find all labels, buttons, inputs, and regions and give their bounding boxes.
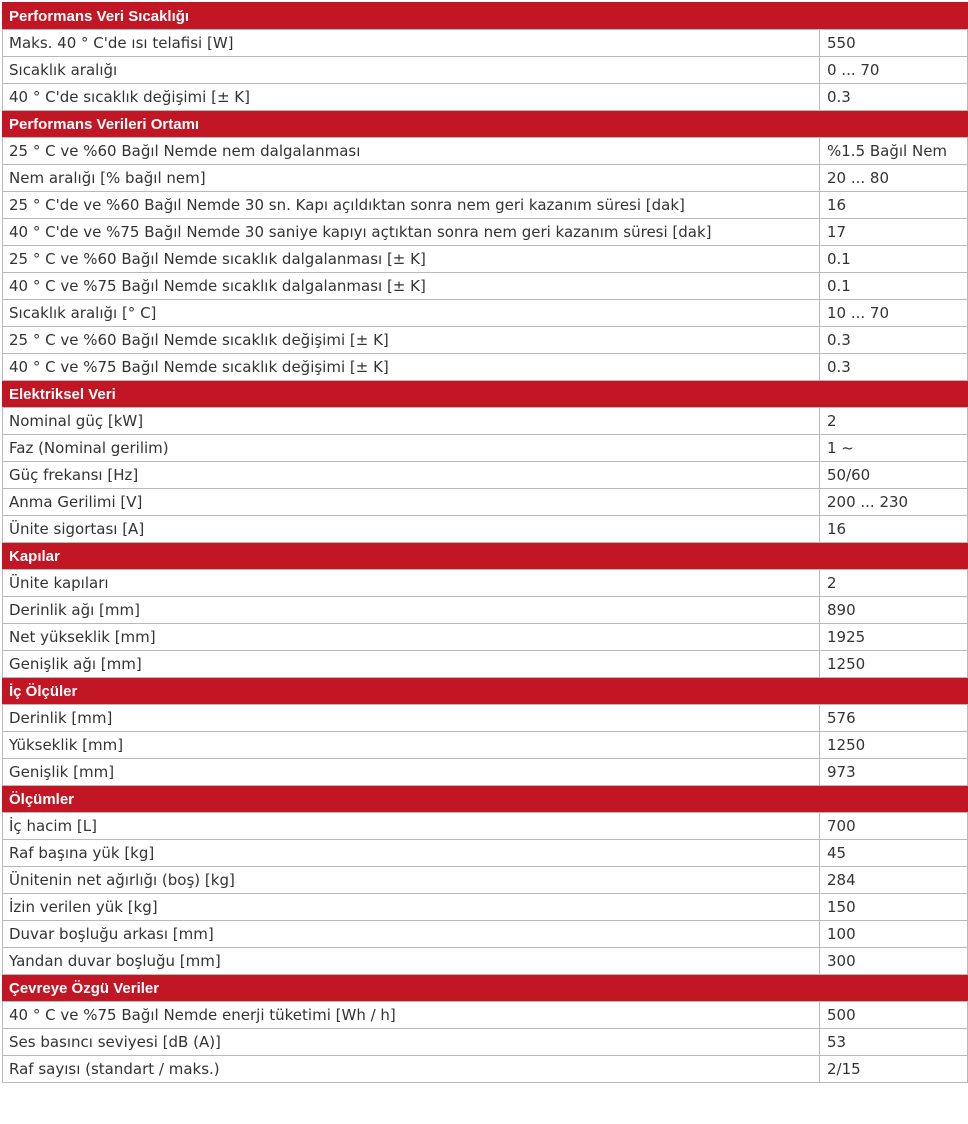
row-label: Ünite kapıları (3, 570, 820, 597)
row-label: Genişlik ağı [mm] (3, 651, 820, 678)
row-label: Raf sayısı (standart / maks.) (3, 1056, 820, 1083)
row-value: %1.5 Bağıl Nem (820, 138, 968, 165)
row-label: Ünitenin net ağırlığı (boş) [kg] (3, 867, 820, 894)
row-label: Derinlik [mm] (3, 705, 820, 732)
section-title: Ölçümler (3, 786, 968, 813)
table-row (3, 651, 968, 678)
row-value: 200 ... 230 (820, 489, 968, 516)
table-row (3, 1002, 968, 1029)
table-row (3, 813, 968, 840)
row-value: 550 (820, 30, 968, 57)
row-label: 40 ° C'de sıcaklık değişimi [± K] (3, 84, 820, 111)
row-label: 40 ° C ve %75 Bağıl Nemde enerji tüketimi [Wh / h] (3, 1002, 820, 1029)
table-row (3, 867, 968, 894)
table-row (3, 219, 968, 246)
section-title: Performans Verileri Ortamı (3, 111, 968, 138)
row-label: İç hacim [L] (3, 813, 820, 840)
row-value: 1925 (820, 624, 968, 651)
row-value: 20 ... 80 (820, 165, 968, 192)
row-label: Duvar boşluğu arkası [mm] (3, 921, 820, 948)
table-row (3, 246, 968, 273)
row-value: 2/15 (820, 1056, 968, 1083)
row-label: Derinlik ağı [mm] (3, 597, 820, 624)
table-row (3, 921, 968, 948)
table-row (3, 489, 968, 516)
table-row (3, 30, 968, 57)
table-row (3, 138, 968, 165)
section-title: Performans Veri Sıcaklığı (3, 3, 968, 30)
row-label: Genişlik [mm] (3, 759, 820, 786)
row-value: 1 ~ (820, 435, 968, 462)
spec-table (2, 2, 968, 1083)
section-title: Elektriksel Veri (3, 381, 968, 408)
row-value: 500 (820, 1002, 968, 1029)
table-row (3, 165, 968, 192)
table-row (3, 759, 968, 786)
row-label: 25 ° C ve %60 Bağıl Nemde sıcaklık değişimi [± K] (3, 327, 820, 354)
row-value: 890 (820, 597, 968, 624)
section-title: İç Ölçüler (3, 678, 968, 705)
row-label: 40 ° C'de ve %75 Bağıl Nemde 30 saniye kapıyı açtıktan sonra nem geri kazanım süresi [dak] (3, 219, 820, 246)
row-value: 16 (820, 516, 968, 543)
section-title: Kapılar (3, 543, 968, 570)
table-row (3, 894, 968, 921)
row-label: Ses basıncı seviyesi [dB (A)] (3, 1029, 820, 1056)
row-label: İzin verilen yük [kg] (3, 894, 820, 921)
table-row (3, 597, 968, 624)
row-label: 25 ° C ve %60 Bağıl Nemde nem dalgalanması (3, 138, 820, 165)
row-value: 10 ... 70 (820, 300, 968, 327)
row-value: 1250 (820, 732, 968, 759)
spec-table-body (3, 3, 968, 1083)
row-value: 2 (820, 408, 968, 435)
table-row (3, 192, 968, 219)
row-label: Nominal güç [kW] (3, 408, 820, 435)
row-label: Sıcaklık aralığı [° C] (3, 300, 820, 327)
row-value: 0.3 (820, 327, 968, 354)
table-row (3, 1029, 968, 1056)
row-label: 25 ° C ve %60 Bağıl Nemde sıcaklık dalgalanması [± K] (3, 246, 820, 273)
table-row (3, 408, 968, 435)
table-row (3, 516, 968, 543)
row-label: Güç frekansı [Hz] (3, 462, 820, 489)
table-row (3, 705, 968, 732)
row-value: 284 (820, 867, 968, 894)
table-row (3, 84, 968, 111)
table-row (3, 435, 968, 462)
row-label: Ünite sigortası [A] (3, 516, 820, 543)
row-label: Yandan duvar boşluğu [mm] (3, 948, 820, 975)
row-value: 1250 (820, 651, 968, 678)
row-value: 50/60 (820, 462, 968, 489)
table-row (3, 327, 968, 354)
row-value: 0.1 (820, 273, 968, 300)
section-header-row (3, 381, 968, 408)
row-value: 0.3 (820, 354, 968, 381)
section-header-row (3, 3, 968, 30)
row-label: Net yükseklik [mm] (3, 624, 820, 651)
section-header-row (3, 111, 968, 138)
section-header-row (3, 975, 968, 1002)
table-row (3, 300, 968, 327)
table-row (3, 462, 968, 489)
row-label: 25 ° C'de ve %60 Bağıl Nemde 30 sn. Kapı açıldıktan sonra nem geri kazanım süresi [dak] (3, 192, 820, 219)
row-label: Sıcaklık aralığı (3, 57, 820, 84)
row-value: 0 ... 70 (820, 57, 968, 84)
table-row (3, 57, 968, 84)
table-row (3, 354, 968, 381)
row-label: Anma Gerilimi [V] (3, 489, 820, 516)
section-header-row (3, 678, 968, 705)
row-value: 17 (820, 219, 968, 246)
row-label: Maks. 40 ° C'de ısı telafisi [W] (3, 30, 820, 57)
row-label: 40 ° C ve %75 Bağıl Nemde sıcaklık değişimi [± K] (3, 354, 820, 381)
section-header-row (3, 786, 968, 813)
row-label: Raf başına yük [kg] (3, 840, 820, 867)
row-value: 0.3 (820, 84, 968, 111)
table-row (3, 840, 968, 867)
row-value: 2 (820, 570, 968, 597)
table-row (3, 948, 968, 975)
row-value: 700 (820, 813, 968, 840)
row-label: Nem aralığı [% bağıl nem] (3, 165, 820, 192)
row-label: Faz (Nominal gerilim) (3, 435, 820, 462)
table-row (3, 1056, 968, 1083)
row-label: Yükseklik [mm] (3, 732, 820, 759)
row-value: 45 (820, 840, 968, 867)
table-row (3, 570, 968, 597)
row-value: 973 (820, 759, 968, 786)
table-row (3, 273, 968, 300)
row-value: 100 (820, 921, 968, 948)
section-header-row (3, 543, 968, 570)
row-value: 53 (820, 1029, 968, 1056)
row-value: 300 (820, 948, 968, 975)
row-value: 576 (820, 705, 968, 732)
row-label: 40 ° C ve %75 Bağıl Nemde sıcaklık dalgalanması [± K] (3, 273, 820, 300)
row-value: 150 (820, 894, 968, 921)
table-row (3, 732, 968, 759)
row-value: 0.1 (820, 246, 968, 273)
row-value: 16 (820, 192, 968, 219)
table-row (3, 624, 968, 651)
section-title: Çevreye Özgü Veriler (3, 975, 968, 1002)
